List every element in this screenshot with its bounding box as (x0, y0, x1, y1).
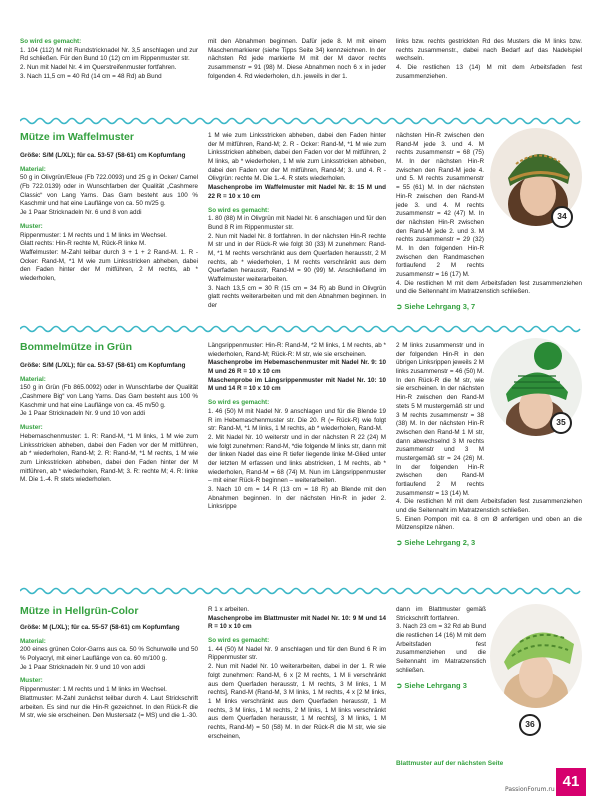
s1-muster-heading: Muster: (20, 222, 43, 230)
s2-step-5: 5. Einen Pompon mit ca. 8 cm Ø anfertigen und oben an die Mützenspitze nähen. (396, 515, 582, 532)
s3-step-2: 2. Nun mit Nadel Nr. 10 weiterarbeiten, dabei in der 1. R wie folgt zunehmen: Rand-M, 6 x [2 M rechts, 1 M li verschränkt aus dem Querfaden herausstr, 1 M rechts, 3 M links, 1 M rechts], Rand-M (Rand-M, 3 M links, 1 M rechts, 4 x [2 M links, 1 M links verschränkt aus dem Querfaden herausstr, 1 M rechts, 3 M links, 1 M rechts, 2 M links, 1 M links verschränkt aus dem Querfaden herausstr, 1 M rechts], 3 M links, 1 M rechts, Rand-M) = 50 (58) M. In der Rück-R die M str, wie sie erscheinen, (208, 663, 386, 740)
section-title-waffel: Mütze im Waffelmuster (20, 131, 134, 143)
top-col-2 (208, 38, 386, 81)
s2-so-heading: So wird es gemacht: (208, 399, 270, 407)
top-text-3: links bzw. rechts gestrickten Rd des Musters die M links bzw. rechts zusammenstr., dabei nach Bedarf auf das Nadelspiel wechseln. (396, 38, 582, 63)
s3-muster-cont: R 1 x arbeiten. (208, 606, 249, 613)
s3-col-3 (396, 606, 486, 691)
s3-col3-text: dann im Blattmuster gemäß Strickschrift fortfahren. (396, 606, 486, 622)
s3-step-1: 1. 44 (50) M Nadel Nr. 9 anschlagen und für den Bund 6 R im Rippenmuster str. (208, 645, 386, 662)
s3-size: Größe: M (L/XL); für ca. 55-57 (58-61) cm Kopfumfang (20, 624, 180, 631)
top-heading: So wird es gemacht: (20, 38, 82, 45)
section-title-bommel: Bommelmütze in Grün (20, 341, 133, 353)
s3-probe: Maschenprobe im Blattmuster mit Nadel Nr. 10: 9 M und 14 R = 10 x 10 cm (208, 614, 386, 631)
s2-model-number-badge: 35 (550, 412, 572, 434)
next-page-note: Blattmuster auf der nächsten Seite (396, 760, 504, 767)
s1-muster-3: Waffelmuster: M-Zahl teilbar durch 3 + 1 + 2 Rand-M. 1. R - Ocker: Rand-M, *1 M wie zum Linksstricken abheben, dabei den Faden hinter der M mitführen, 2 M rechts, ab * wiederholen, (20, 248, 198, 282)
s1-col-2 (208, 132, 386, 311)
s1-col3-text: nächsten Hin-R zwischen den Rand-M jede 3. und 4. M rechts zusammenstr = 68 (75) M. In der nächsten Hin-R zwischen den Rand-M jede 4. und 5. M rechts zusammenstr = 55 (61) M. In der nächsten Hin-R zwischen den Rand-M jede 3. und 4. M rechts zusammenstr = 42 (47) M. In der nächsten Hin-R zwischen den Rand-M jede 2. und 3. M rechts zusammenstr = 29 (32) M. In den folgenden Hin-R zwischen den Randmaschen fortlaufend 2 M rechts zusammenstr = 16 (17) M. (396, 132, 484, 278)
s2-lehrgang-link[interactable]: ➲ Siehe Lehrgang 2, 3 (396, 538, 476, 548)
top-step-1: 1. 104 (112) M mit Rundstricknadel Nr. 3,5 anschlagen und zur Rd schließen. Für den Bund 10 (12) cm im Rippenmuster str. (20, 46, 198, 63)
s1-lehrgang-link[interactable]: ➲ Siehe Lehrgang 3, 7 (396, 302, 476, 312)
watermark: PassionForum.ru (505, 786, 555, 793)
s1-model-number-badge: 34 (551, 206, 573, 228)
s2-col-1 (20, 362, 198, 485)
s3-lehrgang-link[interactable]: ➲ Siehe Lehrgang 3 (396, 680, 467, 690)
wave-divider (20, 586, 582, 596)
s1-step-2: 2. Nun mit Nadel Nr. 8 fortfahren. In der nächsten Hin-R rechte M str und in der Rück-R wie folgt 30 (33) M zunehmen: Rand-M, *1 M rechts verschränkt aus dem Querfaden herausstr, 2 M rechts, ab * wiederholen, 1 M rechts verschränkt aus dem Querfaden herausstr, Rand-M = 90 (99) M. Anschließend im Waffelmuster weiterarbeiten. (208, 232, 386, 283)
s2-muster-1: Hebemaschenmuster: 1. R: Rand-M, *1 M links, 1 M wie zum Linksstricken abheben, dabei den Faden vor der M mitführen, ab * wiederholen, Rand-M; 2. R: Rand-M, *1 M rechts, 1 M wie zum Linksstricken abheben, dabei den Faden hinter der M mitführen, ab * wiederholen, Rand-M; 3. R: rechte M; 4. R: linke M. Die 1.-4. R stets wiederholen. (20, 432, 198, 484)
s3-model-number-badge: 36 (519, 714, 541, 736)
top-step-2: 2. Nun mit Nadel Nr. 4 im Querstreifenmuster fortfahren. (20, 64, 177, 72)
s1-material: 50 g in Olivgrün/Efeue (Fb 722.0093) und 25 g in Ocker/ Camel (Fb 722.0139) oder in Wunschfarben der Qualität „Cashmere Classic“ von Lang Yarns. Das Garn besteht aus 100 % Kaschmir und hat eine Lauflänge von ca. 50 m/25 g. (20, 174, 198, 208)
page-number: 41 (556, 768, 586, 796)
s3-photo-model-color-hat (490, 604, 582, 708)
s2-material: 150 g in Grün (Fb 865.0092) oder in Wunschfarbe der Qualität „Cashmere Big“ von Lang Yarns. Das Garn besteht aus 100 % Kaschmir und hat eine Lauflänge von ca. 45 m/50 g. (20, 384, 198, 409)
top-text: mit den Abnahmen beginnen. Dafür jede 8. M mit einem Maschenmarkierer (siehe Tipps Seite 34) kennzeichnen. In der nächsten Rd jede markierte M mit der M davor rechts zusammenstr = 91 (98) M. Diese Abnahmen noch 6 x in jeder folgenden 4. Rd wiederholen, d.h. jeweils in der 1. (208, 38, 386, 80)
s1-material-heading: Material: (20, 165, 46, 173)
s2-step-3: 3. Nach 10 cm = 14 R (13 cm = 18 R) ab Blende mit den Abnahmen beginnen. In der nächsten Hin-R in jeder 2. Linksrippe (208, 486, 386, 511)
s2-muster-heading: Muster: (20, 424, 43, 432)
s3-material: 200 eines grünen Color-Garns aus ca. 50 % Schurwolle und 50 % Polyacryl, mit einer Lauflänge von ca. 60 m/100 g. (20, 646, 198, 663)
s1-step-1: 1. 80 (88) M in Olivgrün mit Nadel Nr. 6 anschlagen und für den Bund 8 R im Rippenmuster str. (208, 215, 386, 231)
s3-col-1 (20, 624, 198, 721)
s3-so-heading: So wird es gemacht: (208, 637, 270, 645)
top-step-4: 4. Die restlichen 13 (14) M mit dem Arbeitsfaden fest zusammenziehen. (396, 64, 582, 80)
s1-step-4: 4. Die restlichen M mit dem Arbeitsfaden fest zusammenziehen und die Seitennaht im Matratzenstich schließen. (396, 279, 582, 296)
top-col-3 (396, 38, 582, 81)
s2-step-4: 4. Die restlichen M mit dem Arbeitsfaden fest zusammenziehen und die Seitennaht im Matratzenstich schließen. (396, 498, 582, 515)
s1-probe: Maschenprobe im Waffelmuster mit Nadel Nr. 8: 15 M und 22 R = 10 x 10 cm (208, 184, 386, 200)
s1-needles: Je 1 Paar Stricknadeln Nr. 6 und 8 von addi (20, 209, 142, 217)
s3-muster-1: Rippenmuster: 1 M rechts und 1 M links im Wechsel. (20, 686, 167, 694)
wave-divider (20, 116, 582, 126)
s2-col3-wrap (396, 342, 484, 498)
s3-muster-heading: Muster: (20, 677, 43, 685)
s1-col-1 (20, 152, 198, 284)
s2-step-1: 1. 46 (50) M mit Nadel Nr. 9 anschlagen und für die Blende 19 R im Hebemaschenmuster str. Die 20. R (= Rück-R) wie folgt str: Rand-M, *1 M links, 1 M rechts, ab * wiederholen, Rand-M. (208, 407, 386, 433)
s2-col3-text: 2 M links zusammenstr und in der folgenden Hin-R in den übrigen Linksrippen jeweils 2 M links zusammenstr = 46 (50) M. In den Rück-R die M str, wie sie erscheinen. In der nächsten Hin-R zwischen den Rand-M stets 5 M mustergemäß str und 3 M rechts zusammenstr = 38 (38) M. In der nächsten Hin-R zwischen den Rand-M 1 M str, dann abwechselnd 3 M rechts zusammenstr und 3 M mustergemäß str = 24 (26) M. In der folgenden Hin-R zwischen den Rand-M fortlaufend 2 M rechts zusammenstr = 13 (14) M. (396, 342, 485, 497)
s1-muster-cont: 1 M wie zum Linksstricken abheben, dabei den Faden hinter der M mitführen, Rand-M; 2. R - Ocker: Rand-M, *1 M wie zum Linksstricken abheben, dabei den Faden vor der M mitführen, 2 M links, ab * wiederholen, 1 M wie zum Linksstricken abheben, dabei den Faden vor der M mitführen, Rand-M; 3. und 4. R - Olivgrün: rechte M. Die 1.-4. R stets wiederholen. (208, 132, 386, 183)
s3-material-heading: Material: (20, 637, 46, 645)
s2-col-2 (208, 342, 386, 512)
s2-step-2: 2. Mit Nadel Nr. 10 weiterstr und in der nächsten R 22 (24) M wie folgt zunehmen: Rand-M, *die folgende M links str, dann mit der linken Nadel das eine R tiefer liegende linke M-Glied unter der letzten M erfassen und links abstricken, 1 M rechts, ab * wiederholen, Rand-M = 68 (74) M. Nun im Längsrippenmuster – mit einer Rück-R beginnen – weiterarbeiten. (208, 433, 386, 485)
s2-needles: Je 1 Paar Stricknadeln Nr. 9 und 10 von addi (20, 410, 145, 418)
s1-col3-wrap (396, 132, 484, 280)
top-step-3: 3. Nach 11,5 cm = 40 Rd (14 cm = 48 Rd) ab Bund (20, 72, 162, 80)
s1-muster-2: Glatt rechts: Hin-R rechte M, Rück-R linke M. (20, 240, 146, 248)
s2-material-heading: Material: (20, 375, 46, 383)
s1-muster-1: Rippenmuster: 1 M rechts und 1 M links im Wechsel. (20, 231, 167, 239)
wave-divider (20, 324, 582, 334)
s1-step-3: 3. Nach 13,5 cm = 30 R (15 cm = 34 R) ab Bund in Olivgrün glatt rechts weiterarbeiten und mit den Abnahmen beginnen. In der (208, 284, 386, 310)
s1-so-heading: So wird es gemacht: (208, 206, 270, 214)
s2-size: Größe: S/M (L/XL); für ca. 53-57 (58-61) cm Kopfumfang (20, 362, 186, 369)
s2-muster-2: Längsrippenmuster: Hin-R: Rand-M, *2 M links, 1 M rechts, ab * wiederholen, Rand-M; Rück-R: M str, wie sie erscheinen. (208, 342, 386, 358)
s2-probe-2: Maschenprobe im Längsrippenmuster mit Nadel Nr. 10: 10 M und 14 R = 10 x 10 cm (208, 376, 386, 393)
top-col-1 (20, 38, 198, 81)
s1-size: Größe: S/M (L/XL); für ca. 53-57 (58-61) cm Kopfumfang (20, 152, 186, 159)
section-title-hellgruen: Mütze in Hellgrün-Color (20, 605, 139, 617)
s2-probe-1: Maschenprobe im Hebemaschenmuster mit Nadel Nr. 9: 10 M und 26 R = 10 x 10 cm (208, 359, 386, 376)
s3-step-3: 3. Nach 23 cm = 32 Rd ab Bund die restlichen 14 (16) M mit dem Arbeitsfaden fest zusammenziehen und die Seitennaht im Matratzenstich schließen. (396, 623, 486, 674)
s3-muster-2: Blattmuster: M-Zahl zunächst teilbar durch 4. Laut Strickschrift arbeiten. Es sind nur die Hin-R gezeichnet. In den Rück-R die M str, wie sie erscheinen. Den Mustersatz (= MS) und die 1.-30. (20, 694, 198, 720)
s3-col-2 (208, 606, 386, 741)
s3-needles: Je 1 Paar Stricknadeln Nr. 9 und 10 von addi (20, 663, 145, 671)
